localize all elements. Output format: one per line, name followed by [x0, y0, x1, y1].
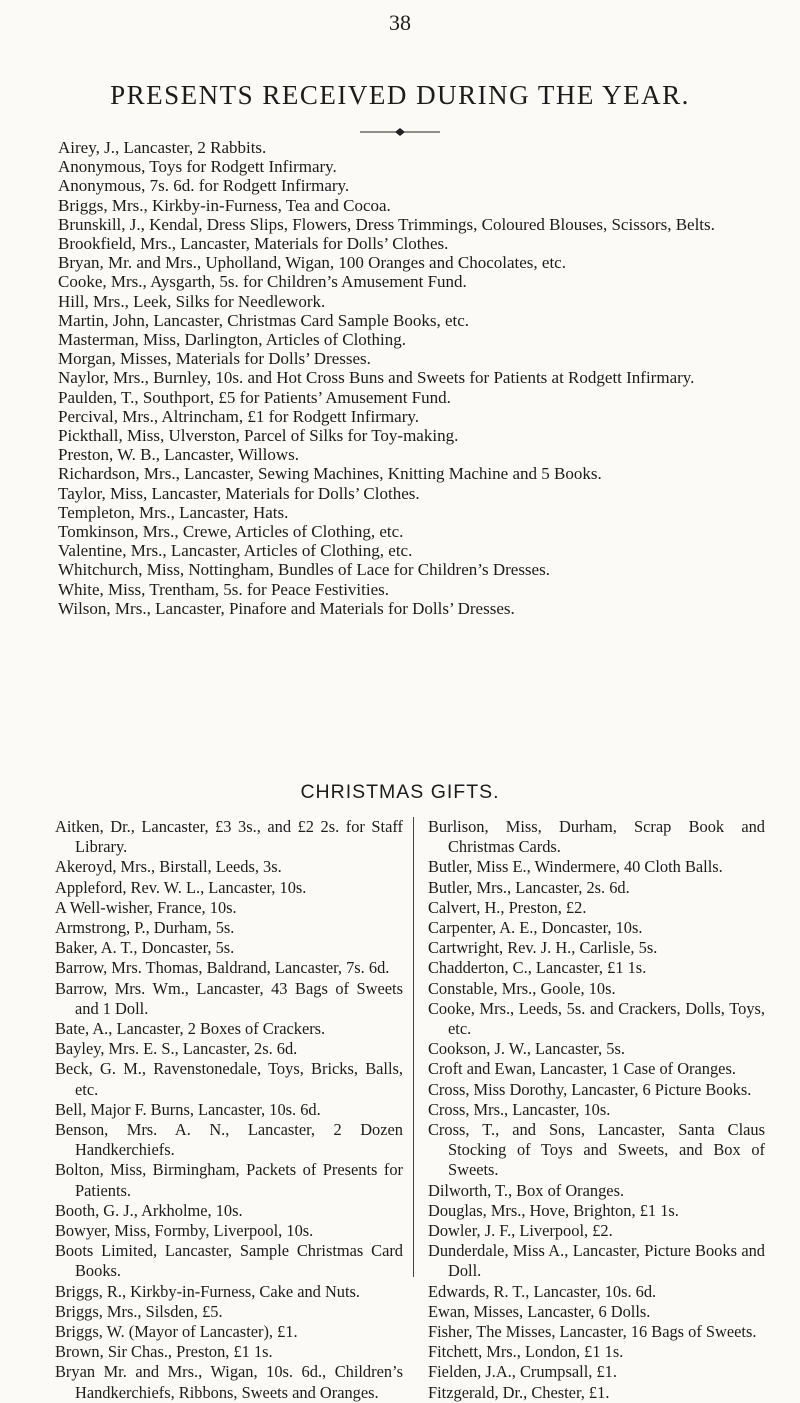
list-item: Barrow, Mrs. Wm., Lancaster, 43 Bags of Sweets and 1 Doll. — [55, 978, 403, 1018]
list-item: Cookson, J. W., Lancaster, 5s. — [428, 1039, 625, 1059]
list-item: Ewan, Misses, Lancaster, 6 Dolls. — [428, 1301, 651, 1321]
list-item: Masterman, Miss, Darlington, Articles of Clothing. — [58, 330, 406, 350]
list-item: A Well-wisher, France, 10s. — [55, 897, 237, 917]
list-item: Appleford, Rev. W. L., Lancaster, 10s. — [55, 877, 307, 897]
list-item: Taylor, Miss, Lancaster, Materials for Dolls’ Clothes. — [58, 483, 420, 503]
list-item: Fitzgerald, Dr., Chester, £1. — [428, 1382, 610, 1402]
list-item: Burlison, Miss, Durham, Scrap Book and Christmas Cards. — [428, 817, 765, 857]
list-item: Barrow, Mrs. Thomas, Baldrand, Lancaster, 7s. 6d. — [55, 958, 390, 978]
list-item: Cartwright, Rev. J. H., Carlisle, 5s. — [428, 938, 658, 958]
list-item: Richardson, Mrs., Lancaster, Sewing Machines, Knitting Machine and 5 Books. — [58, 464, 602, 484]
list-item: Hill, Mrs., Leek, Silks for Needlework. — [58, 291, 326, 311]
christmas-gifts-heading: CHRISTMAS GIFTS. — [300, 781, 500, 803]
list-item: Pickthall, Miss, Ulverston, Parcel of Silks for Toy-making. — [58, 426, 459, 446]
list-item: Boots Limited, Lancaster, Sample Christmas Card Books. — [55, 1241, 403, 1281]
list-item: Baker, A. T., Doncaster, 5s. — [55, 938, 235, 958]
list-item: Whitchurch, Miss, Nottingham, Bundles of Lace for Children’s Dresses. — [58, 560, 550, 580]
list-item: Preston, W. B., Lancaster, Willows. — [58, 445, 300, 465]
list-item: Bryan, Mr. and Mrs., Upholland, Wigan, 100 Oranges and Chocolates, etc. — [58, 253, 566, 273]
list-item: Naylor, Mrs., Burnley, 10s. and Hot Cross Buns and Sweets for Patients at Rodgett Infirmary. — [58, 368, 695, 388]
list-item: Paulden, T., Southport, £5 for Patients’ Amusement Fund. — [58, 387, 451, 407]
list-item: Calvert, H., Preston, £2. — [428, 897, 587, 917]
list-item: Bowyer, Miss, Formby, Liverpool, 10s. — [55, 1221, 314, 1241]
list-item: Valentine, Mrs., Lancaster, Articles of Clothing, etc. — [58, 541, 413, 561]
list-item: Beck, G. M., Ravenstonedale, Toys, Bricks, Balls, etc. — [55, 1059, 403, 1099]
list-item: Dilworth, T., Box of Oranges. — [428, 1180, 625, 1200]
list-item: Bryan Mr. and Mrs., Wigan, 10s. 6d., Children’s Handkerchiefs, Ribbons, Sweets and Oranges. — [55, 1362, 403, 1402]
list-item: Bolton, Miss, Birmingham, Packets of Presents for Patients. — [55, 1160, 403, 1200]
list-item: Brookfield, Mrs., Lancaster, Materials for Dolls’ Clothes. — [58, 234, 449, 254]
list-item: Constable, Mrs., Goole, 10s. — [428, 978, 616, 998]
page-number: 38 — [389, 10, 411, 35]
list-item: Brunskill, J., Kendal, Dress Slips, Flowers, Dress Trimmings, Coloured Blouses, Scissors, Belts. — [58, 214, 715, 234]
list-item: Anonymous, Toys for Rodgett Infirmary. — [58, 157, 337, 177]
list-item: Templeton, Mrs., Lancaster, Hats. — [58, 502, 289, 522]
list-item: Anonymous, 7s. 6d. for Rodgett Infirmary. — [58, 176, 350, 196]
list-item: Fielden, J.A., Crumpsall, £1. — [428, 1362, 617, 1382]
list-item: White, Miss, Trentham, 5s. for Peace Festivities. — [58, 579, 390, 599]
list-item: Cross, T., and Sons, Lancaster, Santa Claus Stocking of Toys and Sweets, and Box of Sweets. — [428, 1120, 765, 1180]
title-ornament — [360, 128, 440, 136]
list-item: Douglas, Mrs., Hove, Brighton, £1 1s. — [428, 1200, 679, 1220]
christmas-gifts-right-column — [428, 817, 765, 1403]
list-item: Akeroyd, Mrs., Birstall, Leeds, 3s. — [55, 857, 282, 877]
list-item: Chadderton, C., Lancaster, £1 1s. — [428, 958, 647, 978]
page-title: PRESENTS RECEIVED DURING THE YEAR. — [110, 80, 690, 110]
christmas-gifts-left-column — [55, 817, 403, 1403]
list-item: Percival, Mrs., Altrincham, £1 for Rodgett Infirmary. — [58, 406, 420, 426]
list-item: Butler, Mrs., Lancaster, 2s. 6d. — [428, 877, 630, 897]
list-item: Booth, G. J., Arkholme, 10s. — [55, 1200, 243, 1220]
list-item: Martin, John, Lancaster, Christmas Card Sample Books, etc. — [58, 310, 470, 330]
list-item: Butler, Miss E., Windermere, 40 Cloth Balls. — [428, 857, 723, 877]
list-item: Cooke, Mrs., Leeds, 5s. and Crackers, Dolls, Toys, etc. — [428, 998, 765, 1039]
list-item: Bate, A., Lancaster, 2 Boxes of Crackers. — [55, 1019, 326, 1039]
list-item: Dunderdale, Miss A., Lancaster, Picture Books and Doll. — [428, 1241, 765, 1281]
list-item: Tomkinson, Mrs., Crewe, Articles of Clothing, etc. — [58, 522, 404, 542]
list-item: Aitken, Dr., Lancaster, £3 3s., and £2 2s. for Staff Library. — [55, 817, 403, 857]
list-item: Croft and Ewan, Lancaster, 1 Case of Oranges. — [428, 1059, 736, 1079]
list-item: Edwards, R. T., Lancaster, 10s. 6d. — [428, 1281, 657, 1301]
list-item: Carpenter, A. E., Doncaster, 10s. — [428, 918, 643, 938]
list-item: Briggs, W. (Mayor of Lancaster), £1. — [55, 1322, 298, 1342]
list-item: Benson, Mrs. A. N., Lancaster, 2 Dozen Handkerchiefs. — [55, 1120, 403, 1160]
list-item: Fisher, The Misses, Lancaster, 16 Bags of Sweets. — [428, 1322, 757, 1342]
list-item: Dowler, J. F., Liverpool, £2. — [428, 1221, 613, 1241]
list-item: Briggs, Mrs., Silsden, £5. — [55, 1301, 223, 1321]
list-item: Cooke, Mrs., Aysgarth, 5s. for Children’s Amusement Fund. — [58, 272, 467, 292]
list-item: Bayley, Mrs. E. S., Lancaster, 2s. 6d. — [55, 1039, 298, 1059]
list-item: Cross, Miss Dorothy, Lancaster, 6 Picture Books. — [428, 1079, 752, 1099]
list-item: Bell, Major F. Burns, Lancaster, 10s. 6d. — [55, 1099, 321, 1119]
column-divider — [413, 817, 414, 1277]
list-item: Armstrong, P., Durham, 5s. — [55, 918, 235, 938]
list-item: Brown, Sir Chas., Preston, £1 1s. — [55, 1342, 273, 1362]
list-item: Cross, Mrs., Lancaster, 10s. — [428, 1099, 611, 1119]
list-item: Morgan, Misses, Materials for Dolls’ Dresses. — [58, 349, 371, 369]
list-item: Briggs, Mrs., Kirkby-in-Furness, Tea and Cocoa. — [58, 195, 391, 215]
presents-list — [58, 138, 778, 618]
list-item: Airey, J., Lancaster, 2 Rabbits. — [58, 138, 267, 157]
list-item: Briggs, R., Kirkby-in-Furness, Cake and Nuts. — [55, 1281, 361, 1301]
list-item: Fitchett, Mrs., London, £1 1s. — [428, 1342, 624, 1362]
list-item: Wilson, Mrs., Lancaster, Pinafore and Materials for Dolls’ Dresses. — [58, 598, 515, 618]
